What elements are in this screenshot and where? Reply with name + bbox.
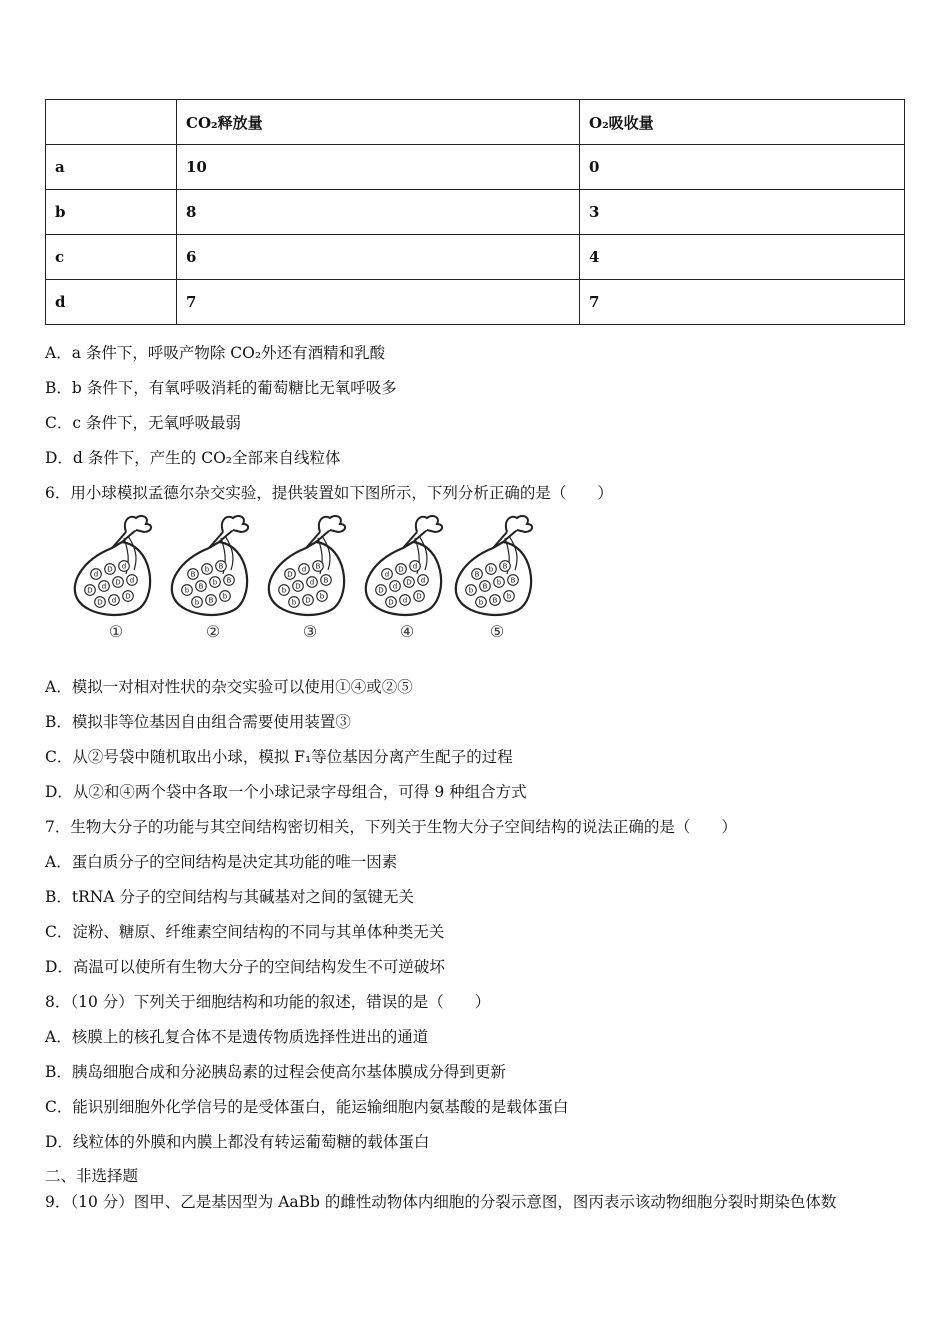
ball-letter: B <box>218 562 224 571</box>
ball-bag <box>357 512 457 652</box>
q8-stem: 8．（10 分）下列关于细胞结构和功能的叙述，错误的是（ ） <box>45 993 491 1011</box>
ball-letter: D <box>378 586 384 595</box>
ball-letter: b <box>212 578 218 587</box>
ball-letter: d <box>309 578 315 587</box>
ball-letter: D <box>416 592 422 601</box>
ball-letter: D <box>97 598 103 607</box>
table-cell: a <box>46 145 177 190</box>
ball-letter: D <box>125 592 131 601</box>
q6-option-d: D．从②和④两个袋中各取一个小球记录字母组合，可得 9 种组合方式 <box>45 783 527 801</box>
q7-option-a: A．蛋白质分子的空间结构是决定其功能的唯一因素 <box>45 853 398 871</box>
ball-letter: b <box>291 598 297 607</box>
ball-bag <box>66 512 166 652</box>
ball-letter: D <box>107 565 113 574</box>
table-row <box>46 190 905 235</box>
bag-top <box>222 516 248 532</box>
ball-letter: B <box>510 576 516 585</box>
table-row <box>46 280 905 325</box>
ball-letter: d <box>129 576 135 585</box>
ball-letter: D <box>295 582 301 591</box>
q6-option-a: A．模拟一对相对性状的杂交实验可以使用①④或②⑤ <box>45 678 413 696</box>
q9-stem: 9．（10 分）图甲、乙是基因型为 AaBb 的雌性动物体内细胞的分裂示意图，图丙表示该动物细胞分裂时期染色体数 <box>45 1193 837 1211</box>
table-header-cell: O₂吸收量 <box>580 100 905 145</box>
table-cell: 6 <box>177 235 580 280</box>
table-cell: 0 <box>580 145 905 190</box>
ball-letter: d <box>301 565 307 574</box>
q8-option-b: B．胰岛细胞合成和分泌胰岛素的过程会使高尔基体膜成分得到更新 <box>45 1063 506 1081</box>
ball-letter: d <box>420 576 426 585</box>
table-row <box>46 235 905 280</box>
ball-letter: b <box>488 565 494 574</box>
q5-option-a: A．a 条件下，呼吸产物除 CO₂外还有酒精和乳酸 <box>45 344 386 362</box>
ball-letter: d <box>384 570 390 579</box>
ball-letter: d <box>93 570 99 579</box>
ball-letter: D <box>115 578 121 587</box>
bag-top <box>125 516 151 532</box>
ball-bag <box>260 512 360 652</box>
data-table <box>45 99 905 325</box>
ball-letter: D <box>287 570 293 579</box>
bag-label: ③ <box>302 622 318 641</box>
bag-top <box>319 516 345 532</box>
ball-letter: D <box>388 598 394 607</box>
q7-option-b: B．tRNA 分子的空间结构与其碱基对之间的氢键无关 <box>45 888 414 906</box>
ball-letter: B <box>474 570 480 579</box>
ball-letter: b <box>468 586 474 595</box>
ball-letter: d <box>392 582 398 591</box>
ball-letter: B <box>502 562 508 571</box>
bag-top <box>416 516 442 532</box>
ball-bags-figure <box>66 512 566 652</box>
table-cell: 4 <box>580 235 905 280</box>
table-row <box>46 145 905 190</box>
section-heading: 二、非选择题 <box>45 1167 139 1185</box>
table-cell: 7 <box>580 280 905 325</box>
ball-letter: d <box>111 596 117 605</box>
q7-option-c: C．淀粉、糖原、纤维素空间结构的不同与其单体种类无关 <box>45 923 445 941</box>
q7-option-d: D．高温可以使所有生物大分子的空间结构发生不可逆破坏 <box>45 958 445 976</box>
table-cell: d <box>46 280 177 325</box>
ball-letter: b <box>194 598 200 607</box>
ball-letter: B <box>208 596 214 605</box>
q5-option-c: C．c 条件下，无氧呼吸最弱 <box>45 414 241 432</box>
ball-letter: d <box>121 562 127 571</box>
ball-letter: B <box>323 576 329 585</box>
ball-letter: b <box>319 592 325 601</box>
ball-bag <box>447 512 547 652</box>
ball-letter: b <box>222 592 228 601</box>
table-cell: b <box>46 190 177 235</box>
ball-letter: b <box>496 578 502 587</box>
ball-letter: B <box>198 582 204 591</box>
ball-letter: D <box>398 565 404 574</box>
q8-option-c: C．能识别细胞外化学信号的是受体蛋白，能运输细胞内氨基酸的是载体蛋白 <box>45 1098 569 1116</box>
ball-letter: B <box>482 582 488 591</box>
ball-letter: D <box>406 578 412 587</box>
table-cell: c <box>46 235 177 280</box>
table-header-row <box>46 100 905 145</box>
ball-letter: d <box>412 562 418 571</box>
ball-letter: b <box>204 565 210 574</box>
ball-letter: B <box>315 562 321 571</box>
ball-letter: B <box>190 570 196 579</box>
q8-option-d: D．线粒体的外膜和内膜上都没有转运葡萄糖的载体蛋白 <box>45 1133 430 1151</box>
q7-stem: 7．生物大分子的功能与其空间结构密切相关，下列关于生物大分子空间结构的说法正确的是（ ） <box>45 818 737 836</box>
bag-label: ④ <box>399 622 415 641</box>
bag-label: ② <box>205 622 221 641</box>
ball-letter: B <box>492 596 498 605</box>
table-cell: 3 <box>580 190 905 235</box>
ball-letter: b <box>478 598 484 607</box>
ball-bag <box>163 512 263 652</box>
table-cell: 7 <box>177 280 580 325</box>
q6-option-b: B．模拟非等位基因自由组合需要使用装置③ <box>45 713 351 731</box>
table-header-cell <box>46 100 177 145</box>
ball-letter: D <box>305 596 311 605</box>
q5-option-d: D．d 条件下，产生的 CO₂全部来自线粒体 <box>45 449 341 467</box>
q5-option-b: B．b 条件下，有氧呼吸消耗的葡萄糖比无氧呼吸多 <box>45 379 397 397</box>
table-cell: 8 <box>177 190 580 235</box>
bag-label: ① <box>108 622 124 641</box>
table-cell: 10 <box>177 145 580 190</box>
ball-letter: d <box>402 596 408 605</box>
ball-letter: b <box>281 586 287 595</box>
q6-stem: 6．用小球模拟孟德尔杂交实验，提供装置如下图所示，下列分析正确的是（ ） <box>45 484 613 502</box>
bag-label: ⑤ <box>489 622 505 641</box>
ball-letter: d <box>101 582 107 591</box>
table-header-cell: CO₂释放量 <box>177 100 580 145</box>
q8-option-a: A．核膜上的核孔复合体不是遗传物质选择性进出的通道 <box>45 1028 429 1046</box>
bag-top <box>506 516 532 532</box>
ball-letter: D <box>87 586 93 595</box>
q6-option-c: C．从②号袋中随机取出小球，模拟 F₁等位基因分离产生配子的过程 <box>45 748 513 766</box>
ball-letter: B <box>226 576 232 585</box>
ball-letter: b <box>506 592 512 601</box>
ball-letter: b <box>184 586 190 595</box>
